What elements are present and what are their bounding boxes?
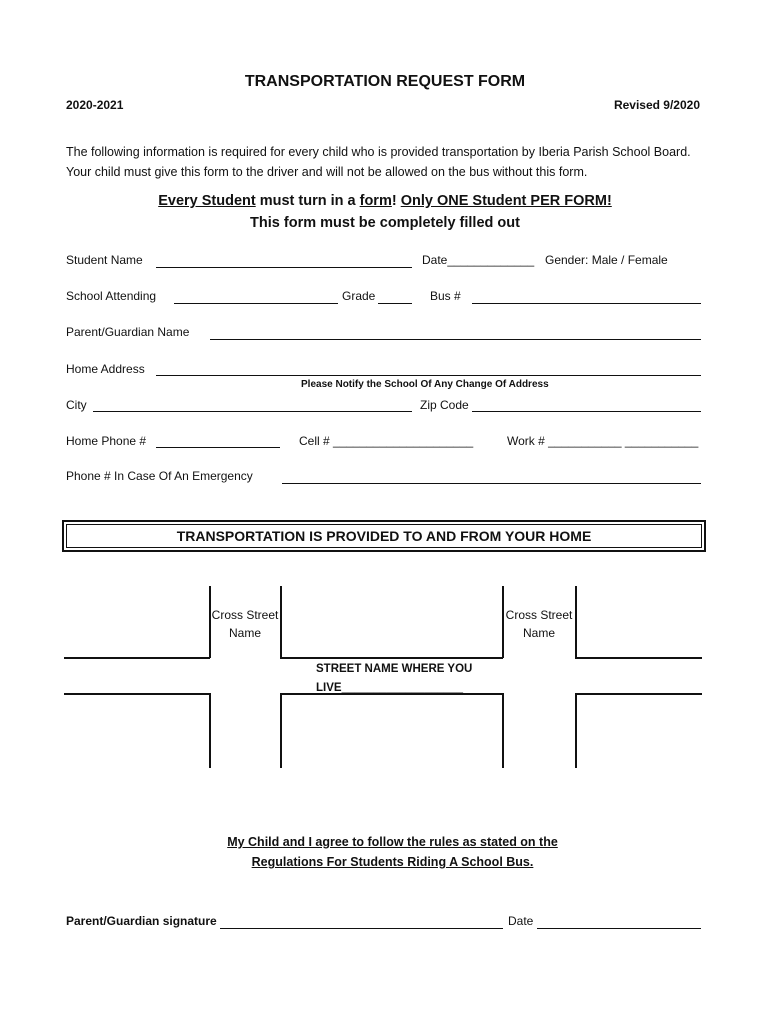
address-note: Please Notify the School Of Any Change Of Address xyxy=(301,379,549,390)
left-top-curb xyxy=(64,657,210,659)
right-bottom-curb xyxy=(575,693,702,695)
grade-label: Grade xyxy=(342,289,376,303)
student-name-label: Student Name xyxy=(66,253,143,267)
form-title: TRANSPORTATION REQUEST FORM xyxy=(244,73,526,90)
middle-right-edge-bottom xyxy=(502,693,504,768)
right-top-curb xyxy=(575,657,702,659)
street-name-field[interactable]: ___________________ xyxy=(341,682,464,694)
school-attending-label: School Attending xyxy=(66,289,157,303)
middle-left-edge-bottom xyxy=(280,693,282,768)
emergency-phone-label: Phone # In Case Of An Emergency xyxy=(66,469,253,483)
street-name-label xyxy=(316,660,472,698)
left-cross-street-edge-bottom xyxy=(209,693,211,768)
notice-must-turn-in: must turn in a xyxy=(255,193,360,209)
signature-date-field[interactable] xyxy=(537,928,701,929)
cross-street-left-line-2: Name xyxy=(228,626,261,640)
middle-top-curb xyxy=(280,657,503,659)
date-label-text: Date xyxy=(422,253,448,267)
agreement-text xyxy=(0,832,770,872)
banner-text: TRANSPORTATION IS PROVIDED TO AND FROM YOUR HOME xyxy=(66,524,702,548)
cell-field[interactable]: _____________________ xyxy=(333,434,474,448)
cross-street-left-line-1: Cross Street xyxy=(211,608,279,622)
parent-name-label: Parent/Guardian Name xyxy=(66,325,190,339)
street-name-line-2 xyxy=(316,679,472,698)
home-phone-label: Home Phone # xyxy=(66,434,147,448)
agreement-line-1: My Child and I agree to follow the rules as stated on the xyxy=(227,835,558,849)
right-cross-street-edge-top xyxy=(575,586,577,658)
notice-form: form xyxy=(359,193,392,209)
signature-field[interactable] xyxy=(220,928,503,929)
left-bottom-curb xyxy=(64,693,210,695)
signature-label: Parent/Guardian signature xyxy=(66,914,217,928)
cross-street-right-line-2: Name xyxy=(522,626,555,640)
school-year: 2020-2021 xyxy=(66,98,124,112)
right-cross-street-edge-bottom xyxy=(575,693,577,768)
revised-date: Revised 9/2020 xyxy=(613,98,700,112)
notice-one-student: Only ONE Student PER FORM! xyxy=(400,193,612,209)
notice-exclaim: ! xyxy=(391,193,401,209)
street-name-live: LIVE xyxy=(316,682,342,694)
gender-label[interactable]: Gender: Male / Female xyxy=(545,253,668,267)
agreement-line-2: Regulations For Students Riding A School Bus. xyxy=(251,855,534,869)
intro-paragraph: The following information is required for every child who is provided transportation by Iberia Parish School Board. Your child must give this form to the driver and will not be allowed on the bus without this form. xyxy=(66,145,691,179)
city-label: City xyxy=(66,398,87,412)
cross-street-right-label xyxy=(503,606,575,642)
signature-date-label: Date xyxy=(508,914,534,928)
bus-label: Bus # xyxy=(430,289,461,303)
street-name-line-1: STREET NAME WHERE YOU xyxy=(316,663,473,675)
date-field[interactable]: _____________ xyxy=(447,253,535,267)
work-label-text: Work # xyxy=(507,434,549,448)
notice-every-student: Every Student xyxy=(158,193,256,209)
cross-street-right-line-1: Cross Street xyxy=(505,608,573,622)
home-address-label: Home Address xyxy=(66,362,145,376)
middle-left-edge-top xyxy=(280,586,282,658)
zip-label: Zip Code xyxy=(420,398,469,412)
work-field[interactable]: ___________ ___________ xyxy=(548,434,699,448)
cross-street-left-label xyxy=(210,606,280,642)
cell-label-text: Cell # xyxy=(299,434,334,448)
notice-line-2: This form must be completely filled out xyxy=(250,215,520,231)
